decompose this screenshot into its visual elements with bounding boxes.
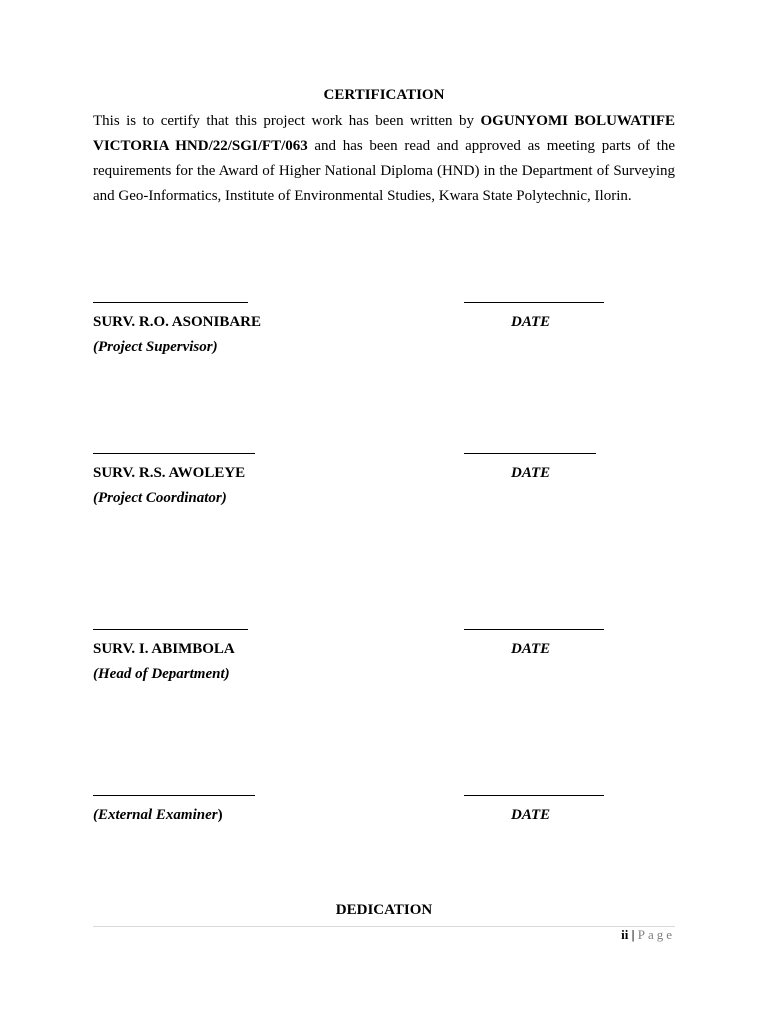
date-line-hod	[464, 629, 604, 630]
external-examiner-role	[93, 807, 223, 824]
coordinator-date-label: DATE	[511, 465, 551, 481]
certification-body	[93, 109, 675, 209]
author-name-matric: OGUNYOMI BOLUWATIFE VICTORIA HND/22/SGI/FT/063	[93, 113, 676, 154]
supervisor-name: SURV. R.O. ASONIBARE	[93, 314, 261, 330]
hod-date-label: DATE	[511, 641, 551, 657]
coordinator-role: (Project Coordinator)	[93, 490, 227, 506]
signature-line-coordinator	[93, 453, 255, 454]
hod-name: SURV. I. ABIMBOLA	[93, 641, 235, 657]
external-examiner-role-close: )	[217, 807, 223, 823]
signature-line-hod	[93, 629, 248, 630]
coordinator-name: SURV. R.S. AWOLEYE	[93, 465, 246, 481]
footer-rule	[93, 926, 675, 927]
page-word: Page	[637, 927, 675, 942]
hod-role: (Head of Department)	[93, 666, 230, 682]
signature-line-supervisor	[93, 302, 248, 303]
footer-separator: |	[631, 927, 635, 942]
supervisor-role: (Project Supervisor)	[93, 339, 218, 355]
dedication-title: DEDICATION	[335, 902, 433, 918]
certification-text-rest: and has been read and approved as meeting parts of the requirements for the Award of Higher National Diploma (HND) in the Department of Surveying and Geo-Informatics, Institute of Environmental Studies, Kwara State Polytechnic, Ilorin.	[93, 138, 675, 204]
date-line-supervisor	[464, 302, 604, 303]
page-number: ii	[621, 927, 629, 942]
external-date-label: DATE	[511, 807, 551, 823]
date-line-external	[464, 795, 604, 796]
page-footer	[621, 927, 675, 943]
external-examiner-role-text: (External Examiner	[93, 807, 218, 823]
certification-text-intro: This is to certify that this project work has been written by	[93, 113, 481, 129]
signature-line-external	[93, 795, 255, 796]
supervisor-date-label: DATE	[511, 314, 551, 330]
certification-title: CERTIFICATION	[323, 87, 445, 103]
date-line-coordinator	[464, 453, 596, 454]
